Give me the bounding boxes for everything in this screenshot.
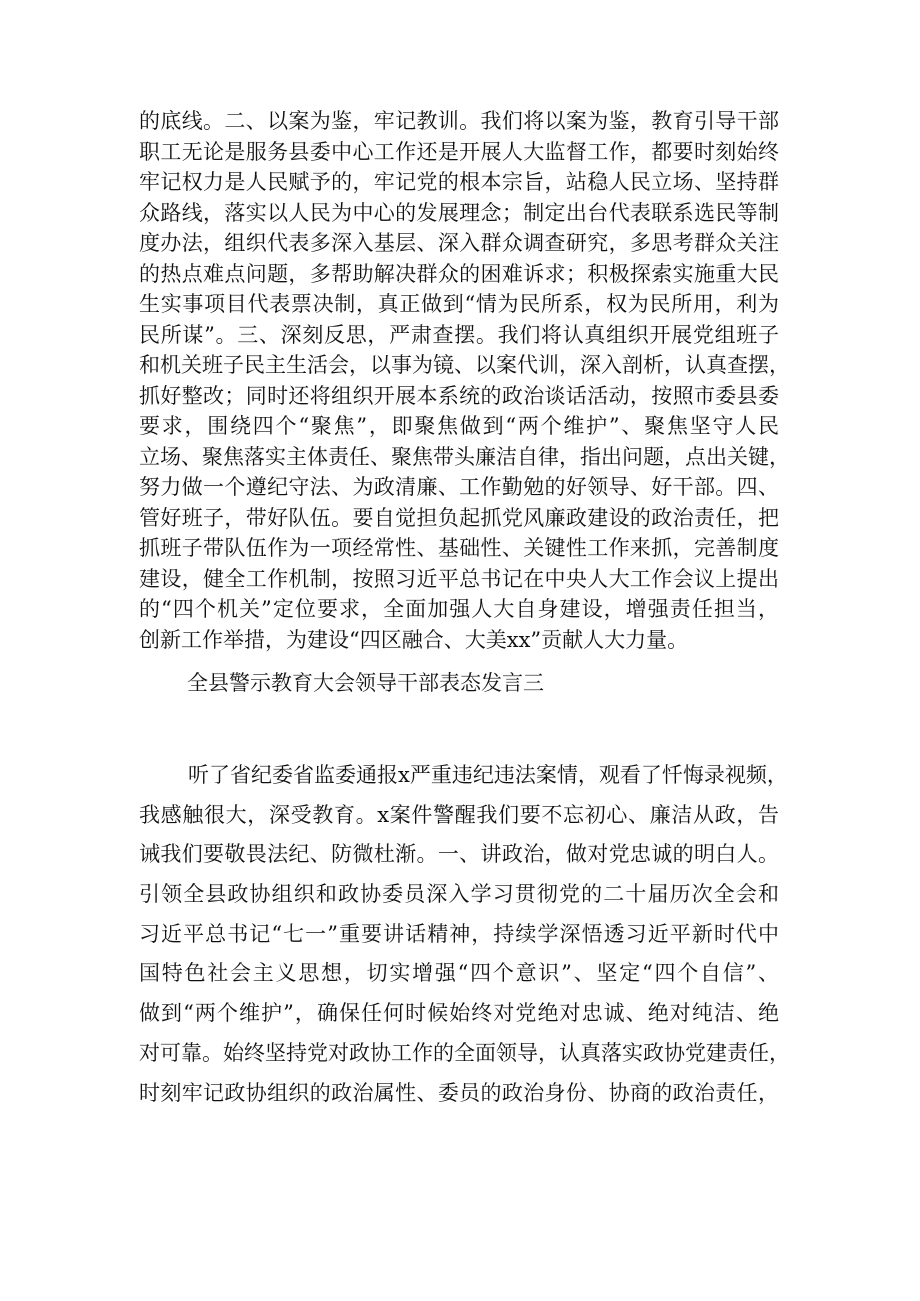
- paragraph-line: 的热点难点问题，多帮助解决群众的困难诉求；积极探索实施重大民: [139, 261, 779, 286]
- paragraph-line: 创新工作举措，为建设“四区融合、大美xx”贡献人大力量。: [139, 627, 689, 652]
- paragraph-line: 努力做一个遵纪守法、为政清廉、工作勤勉的好领导、好干部。四、: [139, 475, 779, 499]
- paragraph-line: 引领全县政协组织和政协委员深入学习贯彻党的二十届历次全会和: [139, 882, 779, 907]
- body-paragraph-1: [139, 106, 790, 655]
- paragraph-line: 职工无论是服务县委中心工作还是开展人大监督工作，都要时刻始终: [139, 139, 779, 164]
- paragraph-line: 民所谋”。三、深刻反思，严肃查摆。我们将认真组织开展党组班子: [139, 322, 779, 347]
- paragraph-line: 诫我们要敬畏法纪、防微杜渐。一、讲政治，做对党忠诚的明白人。: [139, 842, 779, 867]
- paragraph-line: 建设，健全工作机制，按照习近平总书记在中央人大工作会议上提出: [139, 566, 779, 591]
- paragraph-line: 和机关班子民主生活会，以事为镜、以案代训，深入剖析，认真查摆，: [139, 353, 790, 377]
- paragraph-line: 管好班子，带好队伍。要自觉担负起抓党风廉政建设的政治责任，把: [139, 505, 779, 530]
- paragraph-line: 生实事项目代表票决制，真正做到“情为民所系，权为民所用，利为: [139, 292, 779, 316]
- paragraph-line: 众路线，落实以人民为中心的发展理念；制定出台代表联系选民等制: [139, 200, 779, 225]
- paragraph-line: 度办法，组织代表多深入基层、深入群众调查研究，多思考群众关注: [139, 231, 779, 255]
- paragraph-line: 国特色社会主义思想，切实增强“四个意识”、坚定“四个自信”、: [139, 961, 779, 986]
- section-heading: 全县警示教育大会领导干部表态发言三: [187, 671, 544, 695]
- paragraph-line: 立场、聚焦落实主体责任、聚焦带头廉洁自律，指出问题，点出关键，: [139, 444, 790, 469]
- paragraph-line: 时刻牢记政协组织的政治属性、委员的政治身份、协商的政治责任，: [139, 1080, 779, 1105]
- paragraph-line: 抓好整改；同时还将组织开展本系统的政治谈话活动，按照市委县委: [139, 383, 779, 408]
- paragraph-line: 抓班子带队伍作为一项经常性、基础性、关键性工作来抓，完善制度: [139, 536, 779, 560]
- paragraph-line: 的“四个机关”定位要求，全面加强人大自身建设，增强责任担当，: [139, 597, 779, 621]
- paragraph-line: 对可靠。始终坚持党对政协工作的全面领导，认真落实政协党建责任，: [139, 1040, 790, 1065]
- paragraph-line: 听了省纪委省监委通报x严重违纪违法案情，观看了忏悔录视频，: [188, 763, 788, 787]
- paragraph-line: 做到“两个维护”，确保任何时候始终对党绝对忠诚、绝对纯洁、绝: [139, 1001, 779, 1026]
- paragraph-line: 要求，围绕四个“聚焦”，即聚焦做到“两个维护”、聚焦坚守人民: [139, 414, 779, 438]
- paragraph-line: 我感触很大，深受教育。x案件警醒我们要不忘初心、廉洁从政，告: [139, 802, 779, 827]
- paragraph-line: 牢记权力是人民赋予的，牢记党的根本宗旨，站稳人民立场、坚持群: [139, 170, 779, 194]
- body-paragraph-2: [139, 756, 790, 1113]
- paragraph-line: 习近平总书记“七一”重要讲话精神，持续学深悟透习近平新时代中: [139, 921, 779, 946]
- paragraph-line: 的底线。二、以案为鉴，牢记教训。我们将以案为鉴，教育引导干部: [139, 109, 779, 133]
